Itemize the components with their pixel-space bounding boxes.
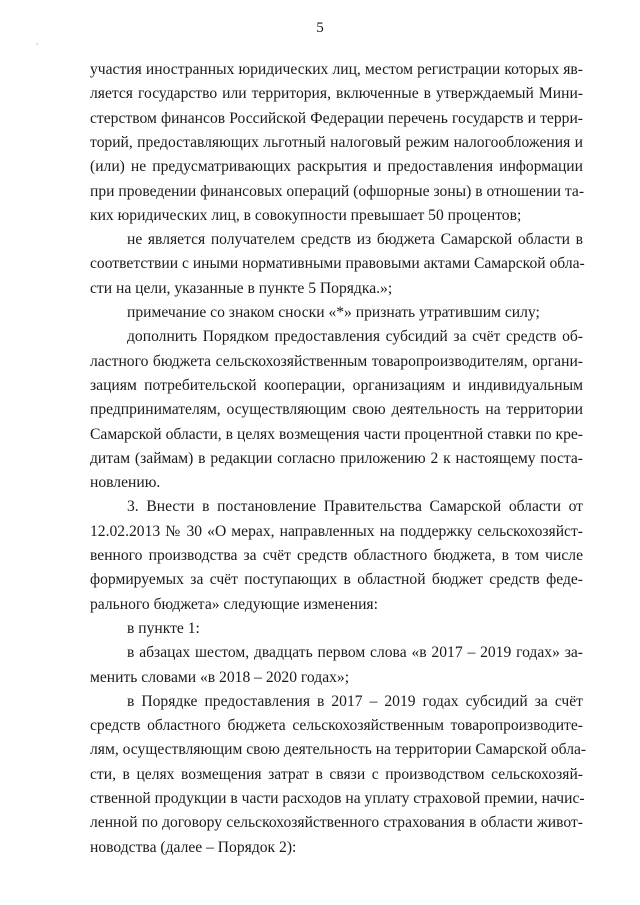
text-line: участия иностранных юридических лиц, местом регистрации которых яв- <box>90 61 583 78</box>
text-line: ляется государство или территория, включенные в утверждаемый Мини- <box>90 85 583 103</box>
text-line: 12.02.2013 № 30 «О мерах, направленных на поддержку сельскохозяйст- <box>90 522 583 540</box>
text-line: лям, осуществляющим свою деятельность на территории Самарской обла- <box>90 741 587 759</box>
text-line: стерством финансов Российской Федерации перечень государств и терри- <box>90 109 583 127</box>
text-line: в пункте 1: <box>127 619 200 637</box>
text-line: не является получателем средств из бюджета Самарской области в <box>127 231 583 249</box>
text-line: новодства (далее – Порядок 2): <box>90 838 297 856</box>
text-line: рального бюджета» следующие изменения: <box>90 595 378 613</box>
text-line: в Порядке предоставления в 2017 – 2019 годах субсидий за счёт <box>127 692 583 710</box>
text-line: Самарской области, в целях возмещения части процентной ставки по кре- <box>90 425 583 443</box>
text-line: сти, в целях возмещения затрат в связи с производством сельскохозяй- <box>90 765 583 783</box>
text-line: примечание со знаком сноски «*» признать утратившим силу; <box>127 304 540 321</box>
text-line: предпринимателям, осуществляющим свою деятельность на территории <box>90 401 583 419</box>
text-line: торий, предоставляющих льготный налоговый режим налогообложения и <box>90 133 583 151</box>
text-line: соответствии с иными нормативными правовыми актами Самарской обла- <box>90 255 585 273</box>
text-line: сти на цели, указанные в пункте 5 Порядка.»; <box>90 279 393 297</box>
text-line: 3. Внести в постановление Правительства Самарской области от <box>127 498 583 516</box>
text-line: средств областного бюджета сельскохозяйственным товаропроизводите- <box>90 717 583 735</box>
text-line: венного производства за счёт средств областного бюджета, в том числе <box>90 547 583 564</box>
text-line: ственной продукции в части расходов на уплату страховой премии, начис- <box>90 790 585 807</box>
scan-speck: , <box>36 36 39 47</box>
text-line: зациям потребительской кооперации, организациям и индивидуальным <box>90 376 583 394</box>
text-line: ластного бюджета сельскохозяйственным товаропроизводителям, органи- <box>90 352 583 370</box>
text-line: новлению. <box>90 474 161 492</box>
text-line: ленной по договору сельскохозяйственного страхования в области живот- <box>90 814 583 832</box>
text-line: дитам (займам) в редакции согласно приложению 2 к настоящему поста- <box>90 449 583 467</box>
text-line: менить словами «в 2018 – 2020 годах»; <box>90 668 350 686</box>
text-line: в абзацах шестом, двадцать первом слова «в 2017 – 2019 годах» за- <box>127 644 583 662</box>
text-line: (или) не предусматривающих раскрытия и предоставления информации <box>90 158 583 176</box>
text-line: ких юридических лиц, в совокупности превышает 50 процентов; <box>90 206 522 224</box>
text-line: дополнить Порядком предоставления субсидий за счёт средств об- <box>127 328 583 346</box>
text-line: при проведении финансовых операций (офшорные зоны) в отношении та- <box>90 182 585 200</box>
text-line: формируемых за счёт поступающих в областной бюджет средств феде- <box>90 571 583 589</box>
page-number: 5 <box>316 20 324 36</box>
